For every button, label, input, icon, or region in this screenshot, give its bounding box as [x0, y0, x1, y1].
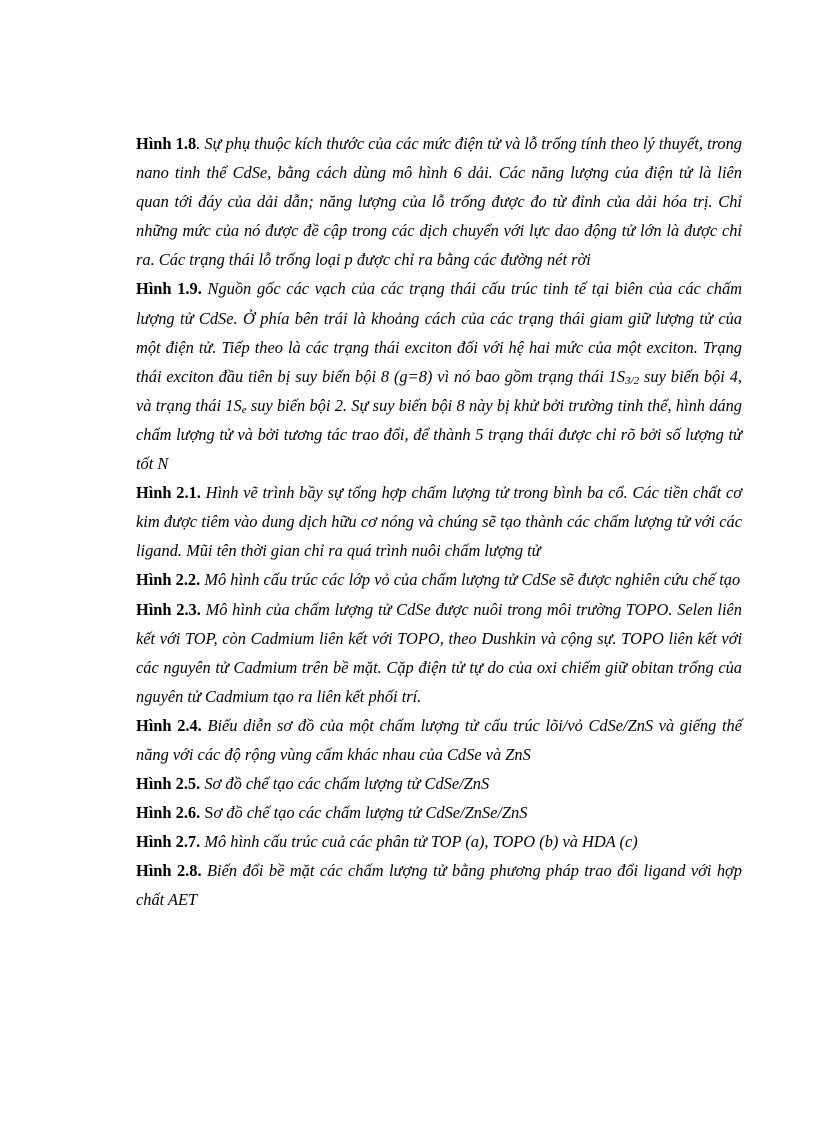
figure-label: Hình 2.7.	[136, 832, 201, 852]
figure-label: Hình 1.9.	[136, 279, 202, 299]
figure-list	[136, 129, 742, 915]
subscript-3-2: 3/2	[625, 374, 640, 387]
figure-caption-text: Sơ đồ chế tạo các chấm lượng tử CdSe/ZnS	[204, 774, 490, 794]
figure-separator: .	[196, 134, 205, 153]
figure-label: Hình 2.1.	[136, 483, 201, 503]
figure-caption-text: Biểu diễn sơ đồ của một chấm lượng tử cấu trúc lõi/vỏ CdSe/ZnS và giếng thế năng với các độ rộng vùng cấm khác nhau của CdSe và ZnS	[136, 715, 742, 764]
subscript-e: e	[241, 403, 247, 416]
caption-part-2: suy biến bội 4, và trạng thái 1S	[136, 366, 742, 415]
figure-caption-2-3	[136, 595, 742, 711]
figure-caption-text	[136, 279, 742, 473]
figure-label: Hình 2.2.	[136, 570, 201, 590]
figure-label: Hình 2.3.	[136, 599, 201, 619]
figure-caption-2-7	[136, 827, 742, 856]
caption-part-1: Nguồn gốc các vạch của các trạng thái cấu trúc tinh tế tại biên của các chấm lượng tử CdSe. Ở phía bên trái là khoảng cách của các trạng thái giam giữ lượng tử của một điện tử. Tiếp theo là các trạng thái exciton đối với hệ hai mức của một exciton. Trạng thái exciton đầu tiên bị suy biến bội 8 (g=8) vì nó bao gồm trạng thái 1S	[136, 279, 743, 386]
figure-caption-2-8	[136, 856, 742, 914]
figure-label: Hình 2.8.	[136, 861, 202, 881]
figure-caption-1-8	[136, 129, 742, 274]
figure-label: Hình 2.5.	[136, 774, 201, 794]
figure-label: Hình 2.4.	[136, 715, 202, 735]
caption-part-3: suy biến bội 2. Sự suy biến bội 8 này bị khử bởi trường tinh thể, hình dáng chấm lượng tử và bởi tương tác trao đổi, để thành 5 trạng thái được chỉ rõ bởi số lượng tử tốt N	[136, 395, 743, 474]
figure-caption-text: Biến đổi bề mặt các chấm lượng tử bằng phương pháp trao đổi ligand với hợp chất AET	[136, 861, 743, 910]
figure-label: Hình 1.8	[136, 134, 197, 153]
figure-caption-text: Mô hình của chấm lượng tử CdSe được nuôi trong môi trường TOPO. Selen liên kết với TOP, còn Cadmium liên kết với TOPO, theo Dushkin và cộng sự. TOPO liên kết với các nguyên tử Cadmium trên bề mặt. Cặp điện tử tự do của oxi chiếm giữ obitan trống của nguyên tử Cadmium tạo ra liên kết phối trí.	[136, 599, 742, 706]
figure-caption-2-2	[136, 565, 742, 594]
caption-lead-letter: S	[204, 803, 214, 823]
figure-caption-text: Mô hình cấu trúc cuả các phân tử TOP (a), TOPO (b) và HDA (c)	[204, 832, 638, 852]
figure-caption-text: Hình vẽ trình bầy sự tổng hợp chấm lượng tử trong bình ba cổ. Các tiền chất cơ kim được tiêm vào dung dịch hữu cơ nóng và chúng sẽ tạo thành các chấm lượng tử với các ligand. Mũi tên thời gian chỉ ra quá trình nuôi chấm lượng tử	[136, 483, 742, 561]
figure-caption-text: Mô hình cấu trúc các lớp vỏ của chấm lượng tử CdSe sẽ được nghiên cứu chế tạo	[204, 570, 741, 590]
figure-label: Hình 2.6.	[136, 803, 201, 823]
figure-caption-text: ơ đồ chế tạo các chấm lượng tử CdSe/ZnSe/ZnS	[213, 803, 528, 823]
figure-caption-text: Sự phụ thuộc kích thước của các mức điện tử và lỗ trống tính theo lý thuyết, trong nano tinh thể CdSe, bằng cách dùng mô hình 6 dải. Các năng lượng của điện tử là liên quan tới đáy của dải dẫn; năng lượng của lỗ trống được đo từ đỉnh của dải hóa trị. Chỉ những mức của nó được đề cập trong các dịch chuyển với lực dao động tử lớn là được chỉ ra. Các trạng thái lỗ trống loại p được chỉ ra bằng các đường nét rời	[136, 134, 742, 270]
figure-caption-1-9	[136, 274, 742, 478]
figure-caption-2-6	[136, 798, 742, 827]
figure-caption-2-4	[136, 711, 742, 769]
figure-caption-2-1	[136, 478, 742, 565]
figure-caption-2-5	[136, 769, 742, 798]
